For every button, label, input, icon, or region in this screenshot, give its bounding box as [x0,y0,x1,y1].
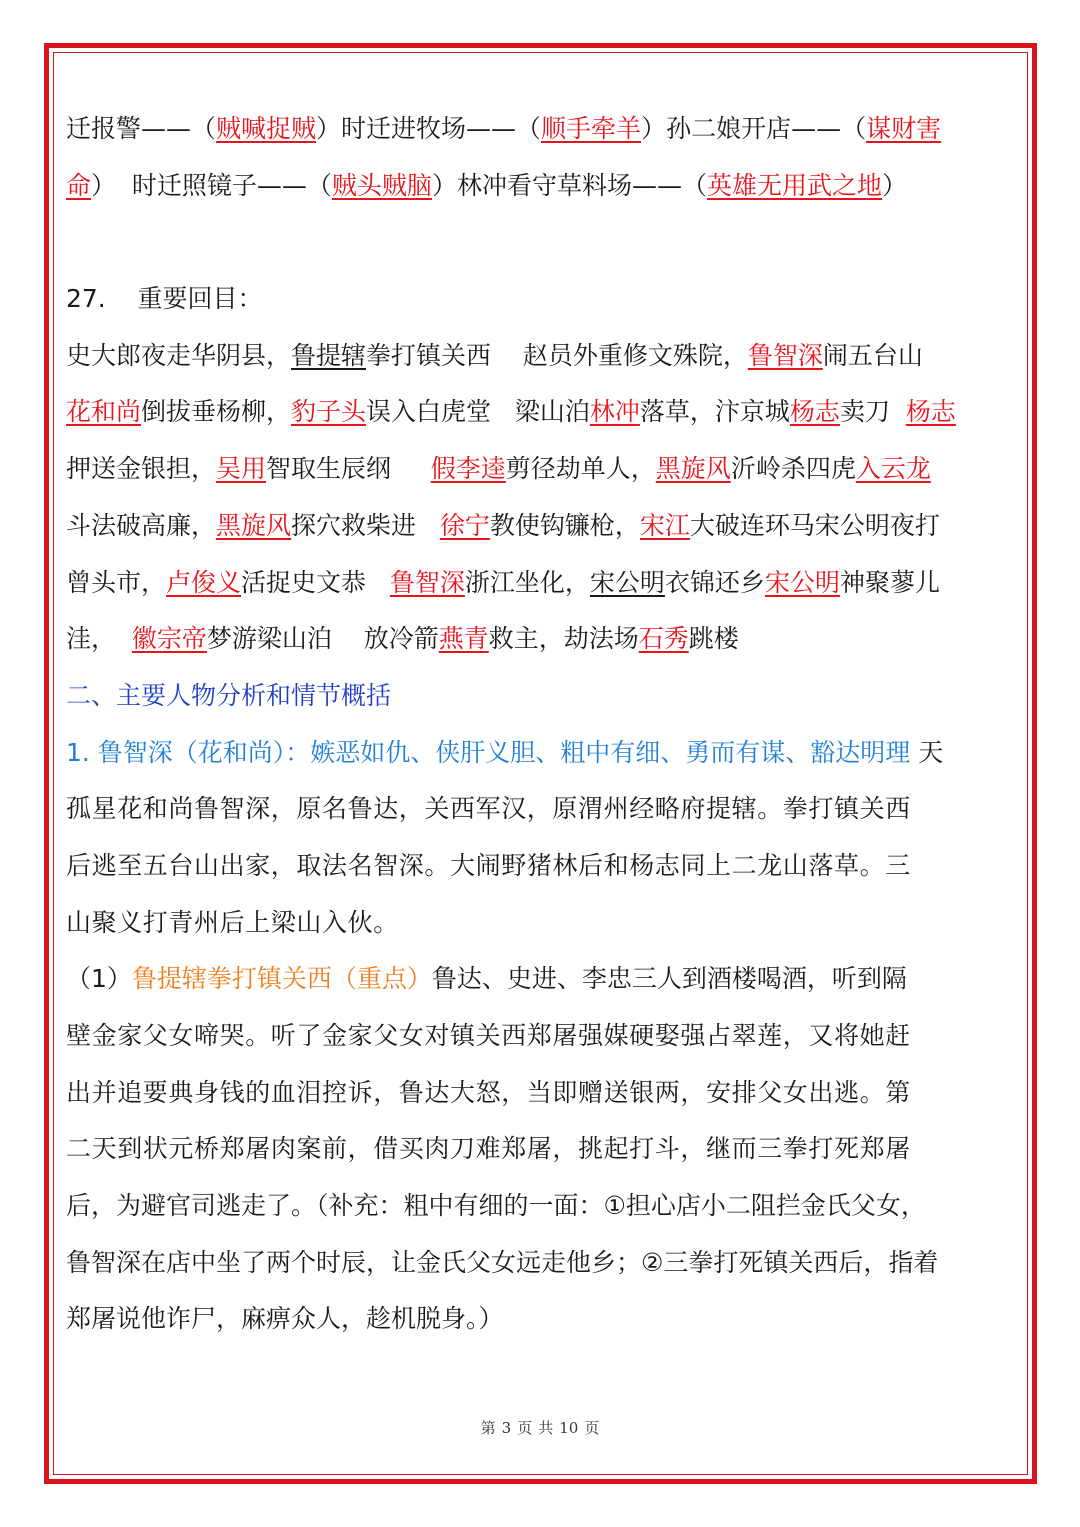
character-traits: 1. 鲁智深（花和尚）：嫉恶如仇、侠肝义胆、粗中有细、勇而有谋、豁达明理 [66,737,911,767]
text-run: 衣锦还乡 [664,567,765,597]
answer-idiom: 贼头贼脑 [331,170,432,200]
text-run: 史大郎夜走华阴县， [66,340,292,370]
text-line [66,1178,1021,1235]
answer-idiom: 贼喊捉贼 [216,114,317,143]
text-run: 卖刀 [839,397,906,427]
text-run: ） [881,170,907,200]
text-run: 闹五台山 [822,340,923,370]
character-name: 花和尚 [66,397,142,427]
text-run: 落草，汴京城 [639,397,790,427]
text-line [66,498,1021,555]
text-run: 沂岭杀四虎 [730,454,856,484]
text-line [66,781,1021,838]
character-name: 假李逵 [430,454,506,484]
text-run: 神聚蓼儿 [839,567,940,597]
footer-text: 共 [538,1419,554,1437]
text-run: 剪径劫单人， [505,454,656,484]
text-line [66,951,1021,1008]
text-line [66,555,1021,612]
text-run: 山聚义打青州后上梁山入伙。 [66,907,399,937]
answer-idiom: 英雄无用武之地 [706,170,882,200]
text-line [66,1008,1021,1065]
footer-text: 页 [584,1419,600,1437]
text-run: 押送金银担， [66,454,217,484]
text-run: 探穴救柴进 [291,510,440,540]
character-name: 卢俊义 [166,567,242,597]
text-run: 梦游梁山泊 放冷箭 [206,624,439,654]
character-name: 鲁智深 [747,340,823,370]
character-name: 宋公明 [589,567,665,597]
document-body [66,101,1021,1348]
character-name: 宋公明 [764,567,840,597]
text-run: （1） [66,964,132,994]
text-run: 壁金家父女啼哭。听了金家父女对镇关西郑屠强媒硬娶强占翠莲，又将她赶 [66,1021,911,1050]
text-line [66,384,1021,441]
character-name: 黑旋风 [655,454,731,484]
page-footer [0,1417,1080,1438]
text-run: 大破连环马宋公明夜打 [689,510,940,540]
text-run: 鲁达、史进、李忠三人到酒楼喝酒，听到隔 [431,964,907,994]
character-name: 入云龙 [855,454,931,484]
footer-text: 页 [517,1419,533,1437]
character-name: 杨志 [905,397,956,427]
text-run: 活捉史文恭 [241,567,390,597]
text-run: ）时迁进牧场——（ [316,114,542,143]
character-name: 林冲 [589,397,640,427]
text-run: 跳楼 [688,624,739,654]
text-run: 郑屠说他诈尸，麻痹众人，趁机脱身。） [66,1304,504,1334]
character-name: 鲁提辖 [291,340,367,370]
text-run: 出并追要典身钱的血泪控诉，鲁达大怒，当即赠送银两，安排父女出逃。第 [66,1077,911,1107]
text-run: 教使钩镰枪， [489,510,640,540]
text-run: 斗法破高廉， [66,510,217,540]
text-run: 天 [910,737,944,767]
text-line [66,611,1021,668]
text-run: 27. 重要回目： [66,284,263,314]
text-run: 鲁智深在店中坐了两个时辰，让金氏父女远走他乡；②三拳打死镇关西后，指着 [66,1247,939,1277]
character-name: 石秀 [638,624,689,654]
character-name: 鲁智深 [389,567,465,597]
text-run: 救主，劫法场 [488,624,639,654]
character-name: 杨志 [789,397,840,427]
current-page-number: 3 [501,1419,512,1437]
text-run: ） 时迁照镜子——（ [91,170,332,200]
text-run: 孤星花和尚鲁智深，原名鲁达，关西军汉，原渭州经略府提辖。拳打镇关西 [66,794,911,824]
total-page-count: 10 [559,1419,579,1437]
answer-idiom: 顺手牵羊 [541,114,642,143]
character-name: 宋江 [639,510,690,540]
text-run: 拳打镇关西 赵员外重修文殊院， [366,340,748,370]
character-name: 徽宗帝 [131,624,207,654]
footer-text: 第 [480,1419,496,1437]
text-line [66,441,1021,498]
text-line [66,158,1021,215]
blank-line [66,214,1021,271]
text-line [66,101,1021,158]
character-name: 燕青 [438,624,489,654]
text-line [66,1235,1021,1292]
text-line [66,1121,1021,1178]
text-run: 误入白虎堂 梁山泊 [366,397,590,427]
section-heading-text: 二、主要人物分析和情节概括 [66,680,392,710]
character-name: 吴用 [216,454,267,484]
text-line [66,328,1021,385]
answer-idiom: 命 [66,170,92,200]
text-run: ）林冲看守草料场——（ [431,170,707,200]
text-run: 智取生辰纲 [266,454,431,484]
text-line [66,1291,1021,1348]
section-heading [66,668,1021,725]
text-run: 迁报警——（ [66,114,217,143]
episode-title: 鲁提辖拳打镇关西（重点） [131,964,432,994]
text-line [66,895,1021,952]
text-line [66,1065,1021,1122]
section-number-line [66,271,1021,328]
character-name: 黑旋风 [216,510,292,540]
text-run: 浙江坐化， [464,567,590,597]
text-line [66,725,1021,782]
text-run: 后逃至五台山出家，取法名智深。大闹野猪林后和杨志同上二龙山落草。三 [66,850,911,880]
text-run: 二天到状元桥郑屠肉案前，借买肉刀难郑屠，挑起打斗，继而三拳打死郑屠 [66,1134,911,1164]
text-run: 后，为避官司逃走了。（补充：粗中有细的一面：①担心店小二阻拦金氏父女， [66,1191,926,1221]
text-run: 洼， [66,624,132,654]
text-run: 曾头市， [66,567,167,597]
text-run: 倒拔垂杨柳， [141,397,292,427]
character-name: 徐宁 [439,510,490,540]
answer-idiom: 谋财害 [866,114,942,143]
text-run: ）孙二娘开店——（ [641,114,867,143]
character-name: 豹子头 [291,397,367,427]
text-line [66,838,1021,895]
